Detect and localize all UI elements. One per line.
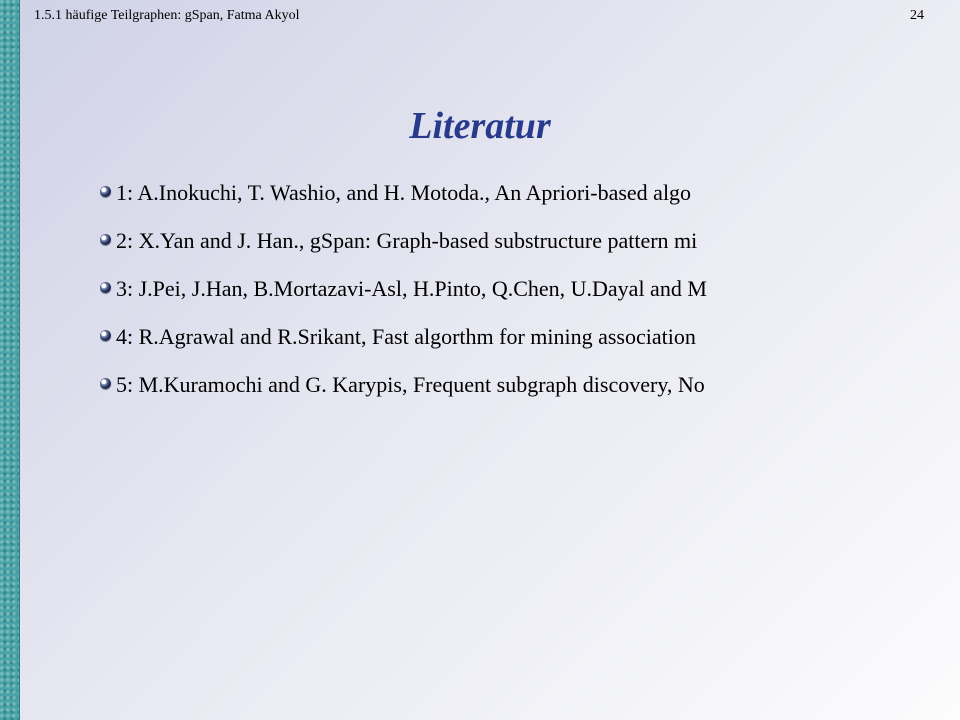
reference-item [100, 364, 960, 412]
reference-text: 4: R.Agrawal and R.Srikant, Fast algorthm for mining association [116, 324, 696, 349]
reference-text: 1: A.Inokuchi, T. Washio, and H. Motoda., An Apriori-based algo [116, 180, 692, 205]
header-title: 1.5.1 häufige Teilgraphen: gSpan, Fatma Akyol [34, 8, 300, 23]
slide-header [34, 8, 924, 28]
reference-item [100, 172, 960, 220]
bullet-icon [100, 186, 111, 197]
reference-item [100, 316, 960, 364]
reference-list [100, 172, 960, 412]
reference-item [100, 268, 960, 316]
reference-text: 3: J.Pei, J.Han, B.Mortazavi-Asl, H.Pinto, Q.Chen, U.Dayal and M [116, 276, 707, 301]
bullet-icon [100, 378, 111, 389]
bullet-icon [100, 234, 111, 245]
slide-title: Literatur [409, 105, 551, 147]
reference-text: 5: M.Kuramochi and G. Karypis, Frequent subgraph discovery, No [116, 372, 705, 397]
reference-text: 2: X.Yan and J. Han., gSpan: Graph-based substructure pattern mi [116, 228, 698, 253]
reference-item [100, 220, 960, 268]
bullet-icon [100, 282, 111, 293]
bullet-icon [100, 330, 111, 341]
page-number: 24 [910, 8, 924, 23]
